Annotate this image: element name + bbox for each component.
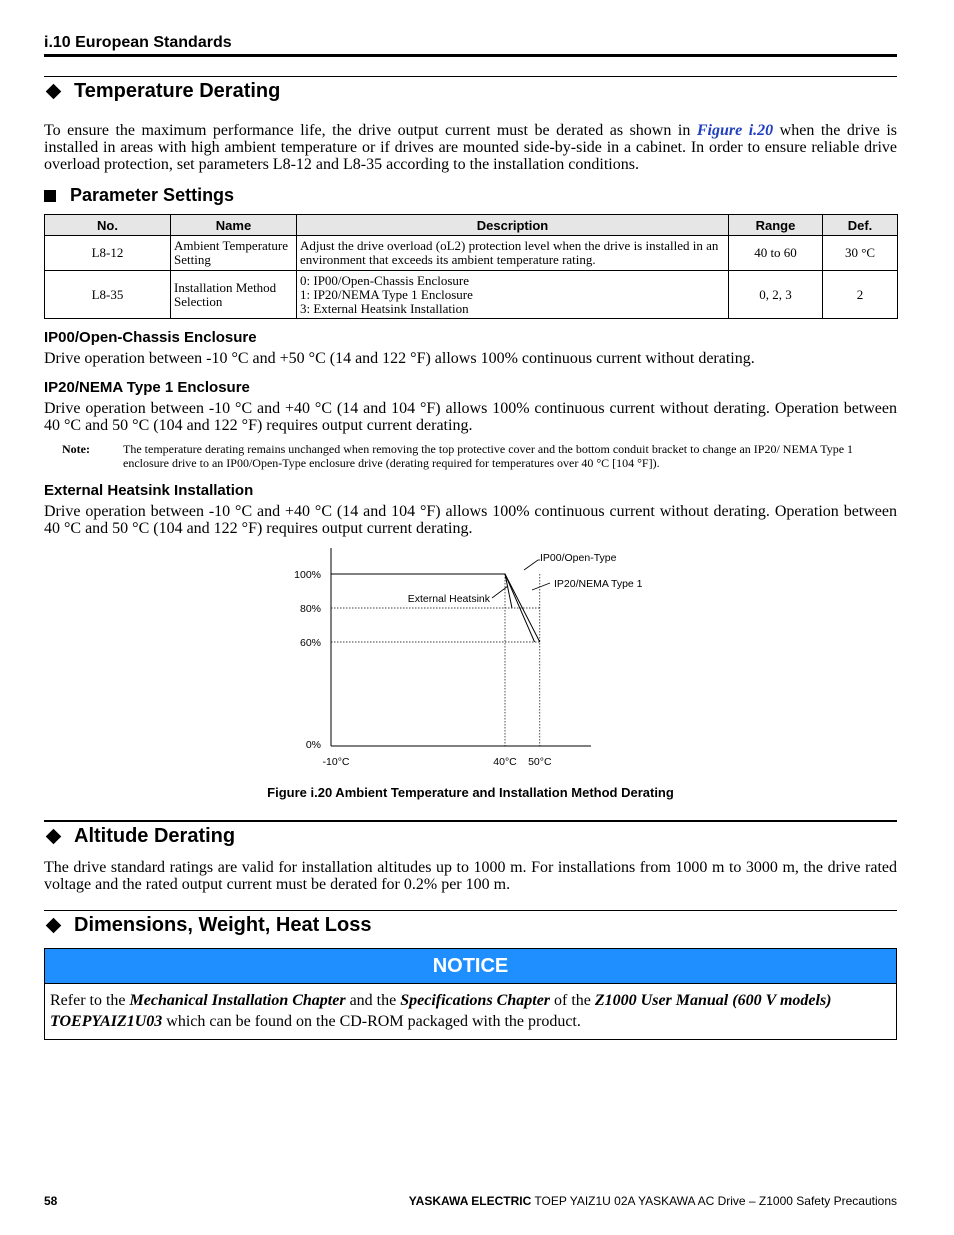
cell-range: 40 to 60 [729,236,823,271]
section-title: Dimensions, Weight, Heat Loss [74,914,372,936]
diamond-bullet-icon [46,918,62,934]
subsection-title: Parameter Settings [70,185,235,205]
cell-range: 0, 2, 3 [729,271,823,319]
section-rule [44,910,897,911]
diamond-bullet-icon [46,84,62,100]
series-label-ip20: IP20/NEMA Type 1 [554,578,643,590]
section-rule [44,76,897,77]
description-line: 1: IP20/NEMA Type 1 Enclosure [300,286,473,302]
cell-description [297,271,729,319]
label-leader-line [532,583,550,590]
cell-name: Installation Method Selection [171,271,297,319]
x-tick-label: -10°C [322,756,350,768]
notice-box [44,948,897,1040]
col-header-name: Name [171,215,297,236]
section-title: Temperature Derating [74,80,281,102]
notice-body [45,984,896,1038]
derating-chart [280,545,660,775]
label-leader-line [492,586,508,598]
square-bullet-icon [44,190,56,202]
col-header-def: Def. [823,215,898,236]
figure-link[interactable]: Figure i.20 [696,122,774,139]
ip20-text: Drive operation between -10 °C and +40 °C (14 and 104 °F) allows 100% continuous current without derating. Operation between 40 °C and 50 °C (104 and 122 °F) requires output current derating. [44,400,897,434]
series-label-ip00: IP00/Open-Type [540,552,617,564]
section-rule [44,820,897,822]
section-title: Altitude Derating [74,825,236,847]
col-header-no: No. [45,215,171,236]
notice-emphasis: Specifications Chapter [400,992,551,1009]
header-rule [44,54,897,57]
cell-def: 30 °C [823,236,898,271]
cell-no: L8-35 [45,271,171,319]
section-heading-temperature [44,80,280,103]
x-tick-label: 40°C [493,756,517,768]
y-tick-label: 100% [294,569,321,581]
col-header-description: Description [297,215,729,236]
cell-no: L8-12 [45,236,171,271]
section-heading-altitude [44,825,235,848]
ip00-heading: IP00/Open-Chassis Enclosure [44,329,257,346]
heatsink-text: Drive operation between -10 °C and +40 °C (14 and 104 °F) allows 100% continuous current without derating. Operation between 40 °C and 50 °C (104 and 122 °F) requires output current derating. [44,503,897,537]
col-header-range: Range [729,215,823,236]
notice-text: Refer to the [50,992,130,1009]
note-label: Note: [62,442,90,456]
footer-company: YASKAWA ELECTRIC [408,1194,532,1208]
cell-def: 2 [823,271,898,319]
footer-doc-info [409,1194,897,1208]
altitude-text: The drive standard ratings are valid for installation altitudes up to 1000 m. For installations from 1000 m to 3000 m, the drive rated voltage and the rated output current must be derated for 0.2% per 100 m. [44,859,897,893]
table-header-row [45,215,898,236]
notice-emphasis: Z1000 User Manual (600 V models) TOEPYAIZ1U03 [50,992,832,1030]
y-tick-label: 60% [299,637,321,649]
note-block [62,442,897,470]
y-tick-label: 80% [299,603,321,615]
footer-doc-title: TOEP YAIZ1U 02A YASKAWA AC Drive – Z1000 Safety Precautions [531,1194,897,1208]
diamond-bullet-icon [46,829,62,845]
ip00-text: Drive operation between -10 °C and +50 °C (14 and 122 °F) allows 100% continuous current without derating. [44,350,755,367]
intro-text: To ensure the maximum performance life, the drive output current must be derated as shown in [44,122,697,139]
subsection-heading-parameters [44,185,234,206]
table-row [45,271,898,319]
page-number: 58 [44,1194,58,1208]
figure-caption: Figure i.20 Ambient Temperature and Installation Method Derating [267,785,674,800]
notice-heading: NOTICE [45,949,896,984]
notice-text: of the [550,992,595,1009]
series-label-heatsink: External Heatsink [407,593,490,605]
temperature-intro [44,122,897,173]
description-line: 3: External Heatsink Installation [300,300,469,316]
cell-name: Ambient Temperature Setting [171,236,297,271]
notice-text: and the [345,992,401,1009]
parameter-table [44,214,898,319]
running-header: i.10 European Standards [44,34,232,51]
ip20-heading: IP20/NEMA Type 1 Enclosure [44,379,250,396]
x-tick-label: 50°C [528,756,552,768]
description-line: 0: IP00/Open-Chassis Enclosure [300,272,469,288]
label-leader-line [524,560,538,570]
y-tick-label: 0% [305,739,321,751]
cell-description: Adjust the drive overload (oL2) protection level when the drive is installed in an environment that exceeds its ambient temperature rating. [297,236,729,271]
section-heading-dimensions [44,914,371,937]
heatsink-heading: External Heatsink Installation [44,482,254,499]
intro-text-continued: when the drive is installed in areas with high ambient temperature or if drives are mounted side-by-side in a cabinet. In order to ensure reliable drive overload protection, set parameters L8-12 and L8-35 according to the installation conditions. [44,122,897,173]
note-text: The temperature derating remains unchanged when removing the top protective cover and the bottom conduit bracket to change an IP20/ NEMA Type 1 enclosure drive to an IP00/Open-Type enclosure drive (derating required for temperatures over 40 °C [104 °F]). [123,442,854,470]
notice-emphasis: Mechanical Installation Chapter [129,992,346,1009]
table-row [45,236,898,271]
notice-text: which can be found on the CD-ROM packaged with the product. [162,1013,581,1030]
